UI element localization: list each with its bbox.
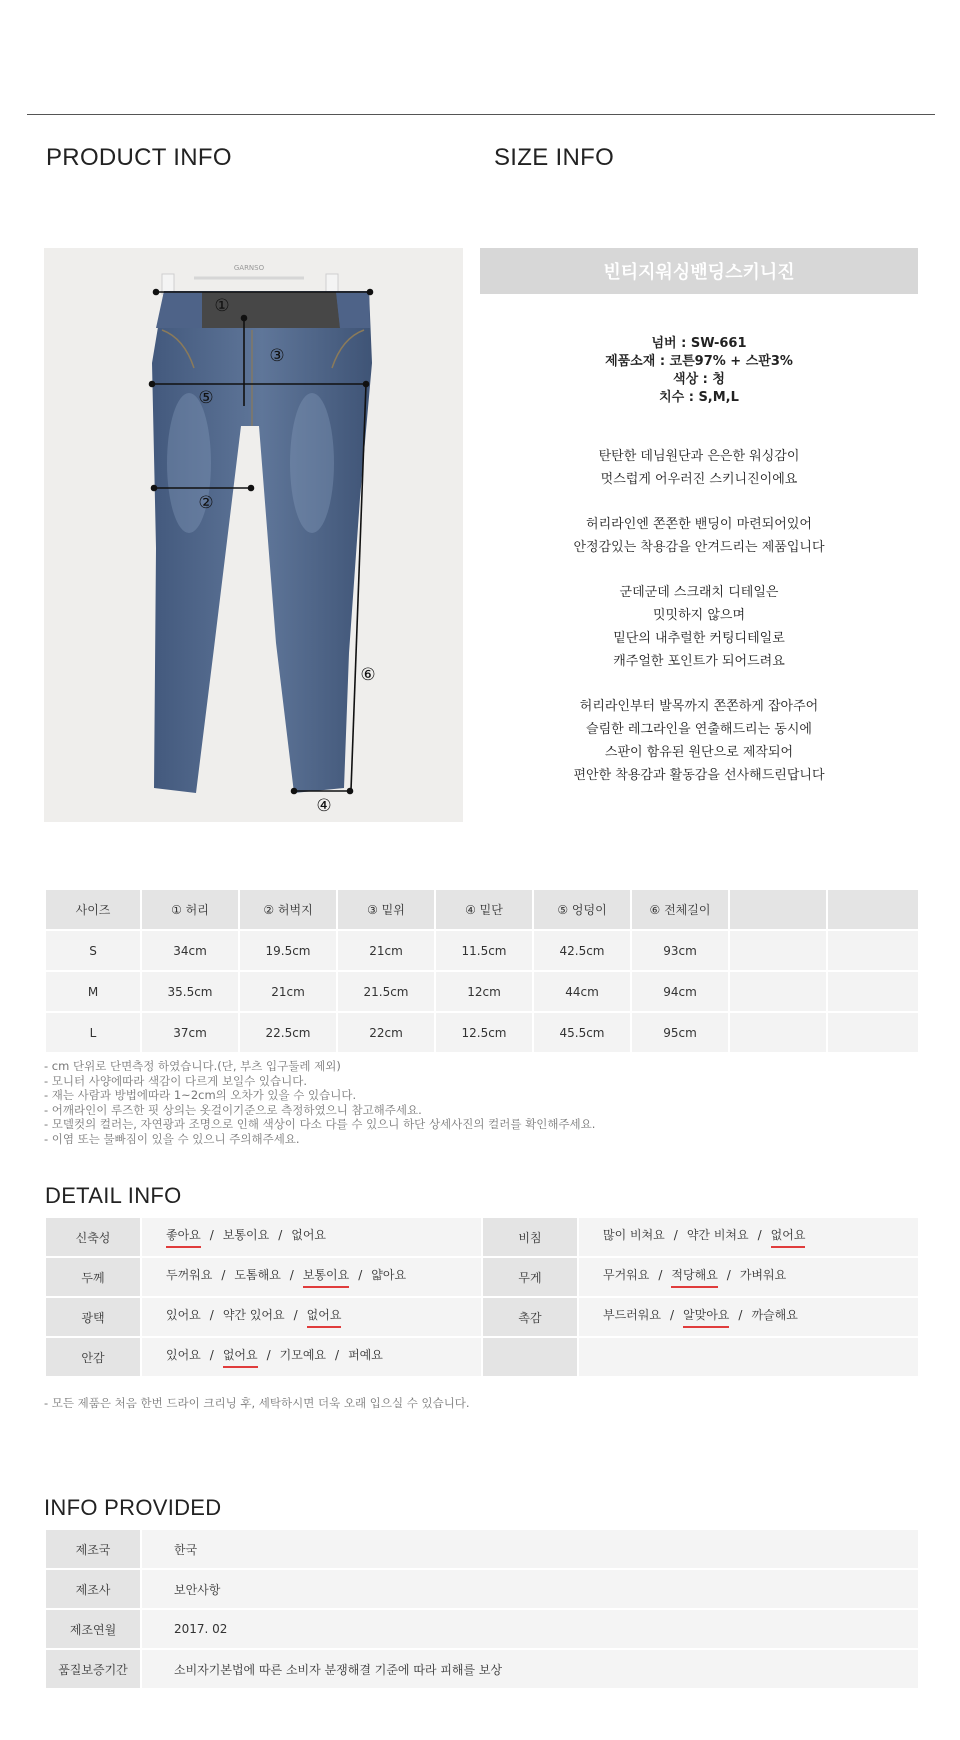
info-row-date: 제조연월 2017. 02	[45, 1609, 919, 1649]
detail-options	[578, 1297, 919, 1337]
spec-material: 제품소재 : 코튼97% + 스판3%	[605, 354, 793, 369]
detail-option-selected: 없어요	[307, 1306, 342, 1328]
option-separator: /	[289, 1268, 294, 1282]
option-separator: /	[335, 1348, 340, 1362]
option-separator: /	[726, 1268, 731, 1282]
product-specs	[480, 335, 918, 407]
option-separator: /	[293, 1308, 298, 1322]
detail-options	[141, 1257, 482, 1297]
detail-option: 얇아요	[371, 1268, 407, 1282]
desc-paragraph: 허리라인엔 쫀쫀한 밴딩이 마련되어있어 안정감있는 착용감을 안겨드리는 제품입니다	[573, 517, 825, 555]
detail-row	[45, 1217, 919, 1257]
desc-paragraph: 군데군데 스크래치 디테일은 밋밋하지 않으며 밑단의 내추럴한 커팅디테일로 캐주얼한 포인트가 되어드려요	[613, 585, 785, 669]
detail-option: 두꺼워요	[166, 1268, 213, 1282]
detail-options	[141, 1297, 482, 1337]
option-separator: /	[278, 1228, 283, 1242]
detail-option: 보통이요	[222, 1228, 270, 1242]
option-separator: /	[209, 1228, 214, 1242]
detail-options	[578, 1217, 919, 1257]
hanger-brand: GARNSO	[233, 264, 265, 272]
detail-option: 약간 있어요	[222, 1308, 285, 1322]
detail-option: 까슬해요	[751, 1308, 798, 1322]
detail-row	[45, 1337, 919, 1377]
size-row-l: L 37cm 22.5cm 22cm 12.5cm 45.5cm 95cm	[45, 1012, 919, 1053]
info-provided-heading: INFO PROVIDED	[44, 1495, 222, 1520]
marker-5: ⑤	[198, 388, 214, 408]
option-separator: /	[221, 1268, 226, 1282]
option-separator: /	[266, 1348, 271, 1362]
info-provided-table	[44, 1528, 920, 1690]
product-info-heading: PRODUCT INFO	[46, 144, 232, 171]
info-row-country: 제조국 한국	[45, 1529, 919, 1569]
detail-row	[45, 1297, 919, 1337]
detail-option: 많이 비쳐요	[603, 1228, 665, 1242]
detail-option: 가벼워요	[739, 1268, 787, 1282]
detail-option-selected: 적당해요	[671, 1266, 717, 1288]
spec-color: 색상 : 청	[673, 372, 725, 387]
detail-option: 부드러워요	[603, 1308, 661, 1322]
detail-label	[482, 1337, 578, 1377]
detail-option: 무거워요	[603, 1268, 650, 1282]
detail-label: 광택	[45, 1297, 141, 1337]
option-separator: /	[209, 1308, 214, 1322]
detail-option-selected: 좋아요	[166, 1226, 201, 1248]
detail-options	[578, 1337, 919, 1377]
detail-option: 있어요	[166, 1308, 201, 1322]
detail-option: 있어요	[166, 1348, 201, 1362]
detail-label: 안감	[45, 1337, 141, 1377]
detail-option-selected: 보통이요	[303, 1266, 349, 1288]
info-row-manufacturer: 제조사 보안사항	[45, 1569, 919, 1609]
product-name-bar: 빈티지워싱밴딩스키니진	[480, 248, 918, 294]
option-separator: /	[209, 1348, 214, 1362]
detail-option: 도톰해요	[234, 1268, 281, 1282]
marker-6: ⑥	[360, 665, 376, 685]
desc-paragraph: 허리라인부터 발목까지 쫀쫀하게 잡아주어 슬림한 레그라인을 연출해드리는 동시에 스판이 함유된 원단으로 제작되어 편안한 착용감과 활동감을 선사해드린답니다	[573, 699, 825, 783]
detail-option-selected: 알맞아요	[683, 1306, 729, 1328]
top-divider	[27, 114, 935, 115]
detail-option-selected: 없어요	[223, 1346, 258, 1368]
size-table-header: 사이즈 ① 허리 ② 허벅지 ③ 밑위 ④ 밑단 ⑤ 엉덩이 ⑥ 전체길이	[45, 889, 919, 930]
detail-option-selected: 없어요	[771, 1226, 806, 1248]
size-row-m: M 35.5cm 21cm 21.5cm 12cm 44cm 94cm	[45, 971, 919, 1012]
detail-option: 약간 비쳐요	[686, 1228, 749, 1242]
spec-size: 치수 : S,M,L	[659, 390, 739, 405]
product-description	[480, 445, 918, 809]
detail-option: 기모예요	[279, 1348, 327, 1362]
option-separator: /	[658, 1268, 663, 1282]
size-notes: - cm 단위로 단면측정 하였습니다.(단, 부츠 입구둘레 제외) - 모니터 사양에따라 색감이 다르게 보일수 있습니다. - 재는 사람과 방법에따라 1~2cm의 오차가 있을 수 있습니다. - 어깨라인이 루즈한 핏 상의는 옷걸이기준으로 측정하였으니 참고해주세요. - 모델컷의 컬러는, 자연광과 조명으로 인해 색상이 다소 다를 수 있으니 하단 상세사진의 컬러를 확인해주세요. - 이염 또는 물빠짐이 있을 수 있으니 주의해주세요.	[44, 1059, 596, 1146]
detail-option: 퍼예요	[348, 1348, 383, 1362]
detail-option: 없어요	[291, 1228, 327, 1242]
option-separator: /	[358, 1268, 363, 1282]
detail-note: - 모든 제품은 처음 한번 드라이 크리닝 후, 세탁하시면 더욱 오래 입으실 수 있습니다.	[44, 1396, 470, 1410]
marker-2: ②	[198, 493, 214, 513]
product-photo	[44, 248, 463, 822]
detail-label: 신축성	[45, 1217, 141, 1257]
detail-options	[141, 1217, 482, 1257]
detail-options	[141, 1337, 482, 1377]
size-row-s: S 34cm 19.5cm 21cm 11.5cm 42.5cm 93cm	[45, 930, 919, 971]
option-separator: /	[673, 1228, 678, 1242]
detail-table	[44, 1216, 920, 1378]
detail-info-heading: DETAIL INFO	[45, 1183, 182, 1208]
desc-paragraph: 탄탄한 데님원단과 은은한 워싱감이 멋스럽게 어우러진 스키니진이에요	[598, 449, 800, 487]
size-table	[44, 888, 920, 1054]
option-separator: /	[738, 1308, 743, 1322]
detail-row	[45, 1257, 919, 1297]
detail-label: 두께	[45, 1257, 141, 1297]
option-separator: /	[757, 1228, 762, 1242]
option-separator: /	[669, 1308, 675, 1322]
info-row-warranty: 품질보증기간 소비자기본법에 따른 소비자 분쟁해결 기준에 따라 피해를 보상	[45, 1649, 919, 1689]
detail-label: 무게	[482, 1257, 578, 1297]
marker-4: ④	[316, 796, 332, 816]
size-info-heading: SIZE INFO	[494, 144, 615, 171]
marker-1: ①	[214, 296, 230, 316]
detail-label: 촉감	[482, 1297, 578, 1337]
marker-3: ③	[269, 346, 285, 366]
detail-options	[578, 1257, 919, 1297]
spec-number: 넘버 : SW-661	[651, 336, 747, 351]
detail-label: 비침	[482, 1217, 578, 1257]
